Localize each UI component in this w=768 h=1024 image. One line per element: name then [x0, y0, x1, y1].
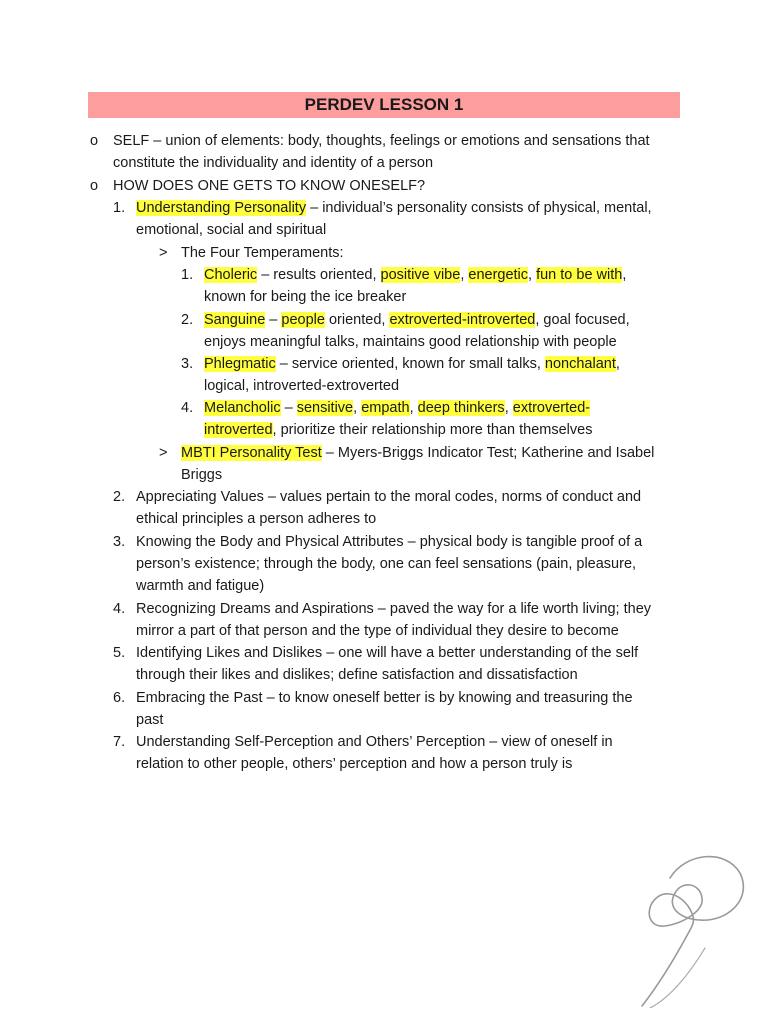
- list-number: 6.: [113, 690, 126, 706]
- list-number: 1.: [181, 267, 194, 283]
- list-item-likes-dislikes: Identifying Likes and Dislikes – one will have a better understanding of the self: [136, 645, 639, 661]
- list-item-line: through their likes and dislikes; define satisfaction and dissatisfaction: [136, 667, 578, 683]
- list-number: 1.: [113, 200, 126, 216]
- list-item-line: warmth and fatigue): [136, 578, 265, 594]
- self-definition-line: constitute the individuality and identity of a person: [113, 155, 434, 171]
- list-number: 7.: [113, 734, 126, 750]
- signature-scribble-icon: [630, 848, 760, 1013]
- list-item-line: introverted, prioritize their relationship more than themselves: [204, 422, 593, 438]
- temperament-phlegmatic: Phlegmatic – service oriented, known for small talks, nonchalant,: [204, 356, 620, 372]
- self-definition-line: SELF – union of elements: body, thoughts, feelings or emotions and sensations that: [113, 133, 650, 149]
- list-number: 5.: [113, 645, 126, 661]
- list-item-line: Briggs: [181, 467, 223, 483]
- mbti-item: MBTI Personality Test – Myers-Briggs Indicator Test; Katherine and Isabel: [181, 445, 655, 461]
- list-number: 2.: [113, 489, 126, 505]
- list-item-line: ethical principles a person adheres to: [136, 511, 377, 527]
- list-item-embracing-past: Embracing the Past – to know oneself better is by knowing and treasuring the: [136, 690, 633, 706]
- arrow-marker: >: [159, 445, 168, 461]
- arrow-marker: >: [159, 245, 168, 261]
- list-number: 2.: [181, 312, 194, 328]
- list-number: 4.: [113, 601, 126, 617]
- question-heading: HOW DOES ONE GETS TO KNOW ONESELF?: [113, 178, 426, 194]
- list-number: 3.: [113, 534, 126, 550]
- list-number: 3.: [181, 356, 194, 372]
- temperament-sanguine: Sanguine – people oriented, extroverted-introverted, goal focused,: [204, 312, 630, 328]
- list-item-self-perception: Understanding Self-Perception and Others’ Perception – view of oneself in: [136, 734, 613, 750]
- temperament-choleric: Choleric – results oriented, positive vibe, energetic, fun to be with,: [204, 267, 627, 283]
- list-item-line: enjoys meaningful talks, maintains good relationship with people: [204, 334, 617, 350]
- highlight: Understanding Personality: [136, 200, 307, 216]
- list-item-line: person’s existence; through the body, one can feel sensations (pain, pleasure,: [136, 556, 637, 572]
- list-item-line: known for being the ice breaker: [204, 289, 407, 305]
- list-item-line: past: [136, 712, 164, 728]
- temperaments-heading: The Four Temperaments:: [181, 245, 344, 261]
- list-item-line: emotional, social and spiritual: [136, 222, 327, 238]
- list-item-appreciating-values: Appreciating Values – values pertain to the moral codes, norms of conduct and: [136, 489, 642, 505]
- list-item-understanding-personality: Understanding Personality – individual’s personality consists of physical, mental,: [136, 200, 652, 216]
- bullet-marker: o: [90, 178, 99, 194]
- list-number: 4.: [181, 400, 194, 416]
- temperament-melancholic: Melancholic – sensitive, empath, deep thinkers, extroverted-: [204, 400, 591, 416]
- list-item-knowing-body: Knowing the Body and Physical Attributes – physical body is tangible proof of a: [136, 534, 643, 550]
- list-item-dreams-aspirations: Recognizing Dreams and Aspirations – paved the way for a life worth living; they: [136, 601, 652, 617]
- list-item-line: mirror a part of that person and the type of individual they desire to become: [136, 623, 619, 639]
- list-item-line: logical, introverted-extroverted: [204, 378, 400, 394]
- list-item-line: relation to other people, others’ perception and how a person truly is: [136, 756, 573, 772]
- page-title: PERDEV LESSON 1: [88, 92, 680, 118]
- bullet-marker: o: [90, 133, 99, 149]
